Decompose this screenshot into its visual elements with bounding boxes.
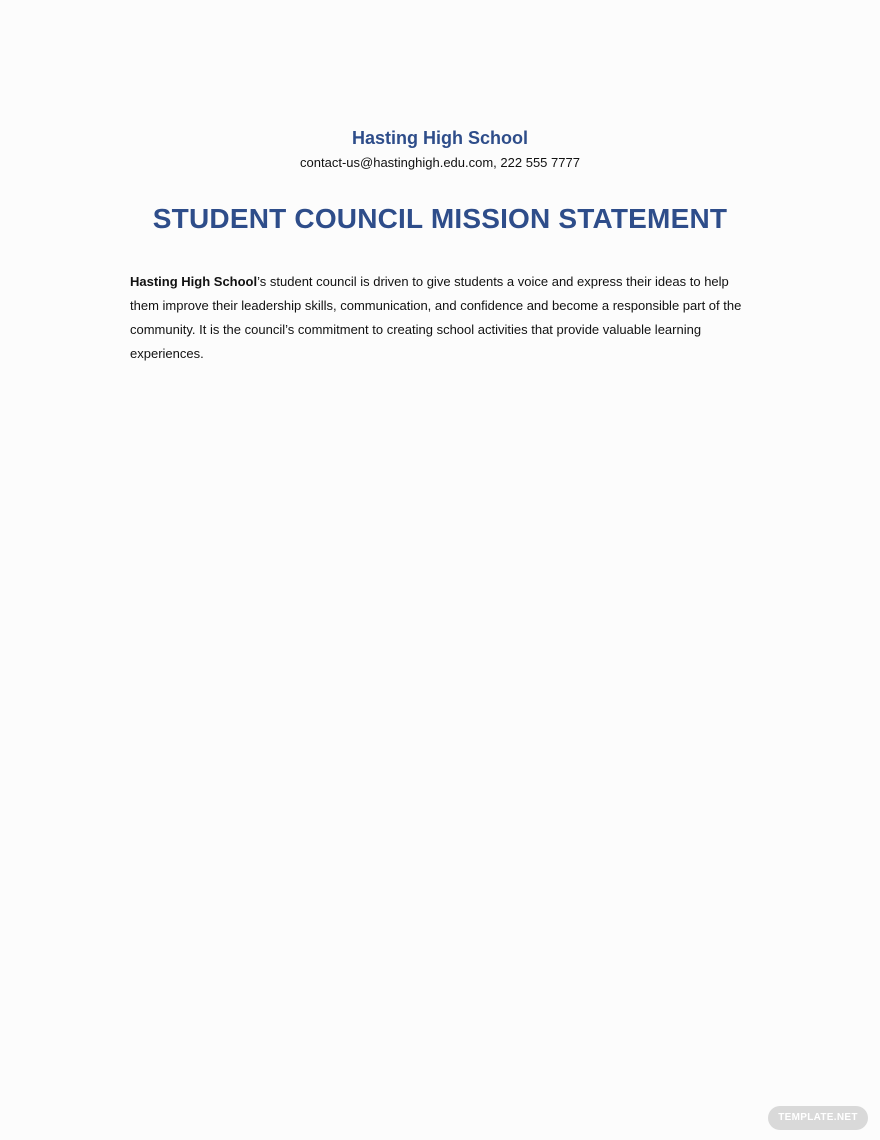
school-name-bold: Hasting High School xyxy=(130,274,258,289)
document-title: STUDENT COUNCIL MISSION STATEMENT xyxy=(152,203,728,234)
school-name: Hasting High School xyxy=(351,128,528,148)
mission-statement-paragraph xyxy=(130,270,755,366)
mission-statement-text: ’s student council is driven to give students a voice and express their ideas to help them improve their leadership skills, communication, and confidence and become a responsible part of the community. It is the council’s commitment to creating school activities that provide valuable learning experiences. xyxy=(130,274,742,361)
contact-info: contact-us@hastinghigh.edu.com, 222 555 7777 xyxy=(300,155,580,170)
template-watermark: TEMPLATE.NET xyxy=(768,1106,868,1130)
